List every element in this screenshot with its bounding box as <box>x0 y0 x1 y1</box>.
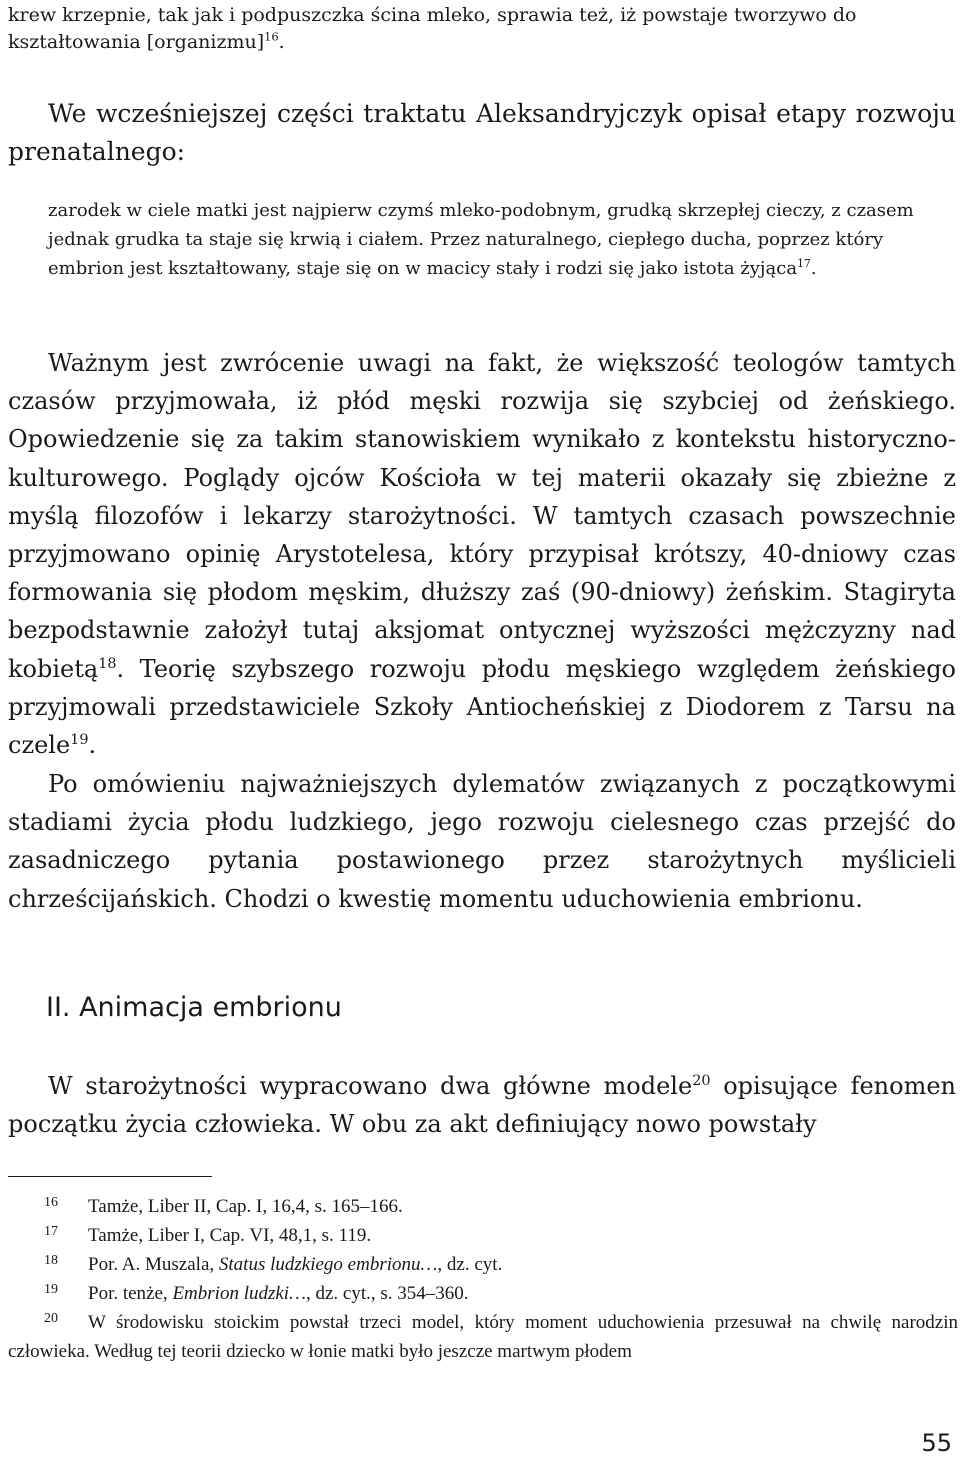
footnote-number: 19 <box>44 1282 58 1297</box>
footnote-ref-20: 20 <box>692 1073 711 1089</box>
footnote-number: 16 <box>44 1195 58 1210</box>
footnote-20 <box>8 1308 958 1366</box>
footnote-number: 20 <box>44 1311 58 1326</box>
footnote-number: 18 <box>44 1253 58 1268</box>
main-paragraph-1 <box>8 344 956 764</box>
footnote-title: Status ludzkiego embrionu… <box>218 1254 438 1275</box>
section-paragraph <box>8 1067 956 1143</box>
footnote-text-post: , dz. cyt. <box>437 1254 503 1275</box>
footnote-text-pre: Por. A. Muszala, <box>88 1254 219 1275</box>
footnote-ref-19: 19 <box>70 732 89 749</box>
footnote-text-pre: Por. tenże, <box>88 1283 173 1304</box>
intro-paragraph: We wcześniejszej części traktatu Aleksandryjczyk opisał etapy rozwoju prenatalnego: <box>8 99 956 166</box>
carryover-paragraph <box>8 2 928 56</box>
section-para-b: opisujące fenomen początku życia człowieka. W obu za akt definiujący nowo powstały <box>8 1072 956 1139</box>
footnote-number: 17 <box>44 1224 58 1239</box>
main-paragraph-2: Po omówieniu najważniejszych dylematów związanych z początkowymi stadiami życia płodu ludzkiego, jego rozwoju cielesnego czas przejść do zasadniczego pytania postawionego przez starożytnych myślicieli chrześcijańskich. Chodzi o kwestię momentu uduchowienia embrionu. <box>8 770 956 913</box>
block-quote <box>48 196 928 283</box>
para1-end: . <box>88 731 97 760</box>
footnote-text: W środowisku stoickim powstał trzeci model, który moment uduchowienia przesuwał na chwilę narodzin człowieka. Według tej teorii dziecko w łonie matki było jeszcze martwym płodem <box>8 1312 958 1362</box>
carryover-end: . <box>278 31 285 53</box>
footnotes <box>8 1192 958 1366</box>
para1-part1: Ważnym jest zwrócenie uwagi na fakt, że większość teologów tamtych czasów przyjmowała, iż płód męski rozwija się szybciej od żeńskiego. Opowiedzenie się za takim stanowiskiem wynikało z kontekstu historyczno-kulturowego. Poglądy ojców Kościoła w tej materii okazały się zbieżne z myślą filozofów i lekarzy starożytności. W tamtych czasach powszechnie przyjmowano opinię Arystotelesa, który przypisał krótszy, 40-dniowy czas formowania się płodom męskim, dłuższy zaś (90-dniowy) żeńskim. Stagiryta bezpodstawnie założył tutaj aksjomat ontycznej wyższości mężczyzny nad kobietą <box>8 349 956 683</box>
footnote-18 <box>8 1250 958 1279</box>
para1-part2: . Teorię szybszego rozwoju płodu męskiego względem żeńskiego przyjmowali przedstawiciele Szkoły Antiocheńskiej z Diodorem z Tarsu na czele <box>8 654 956 760</box>
section-para-a: W starożytności wypracowano dwa główne modele <box>48 1072 693 1100</box>
footnote-text: Tamże, Liber I, Cap. VI, 48,1, s. 119. <box>88 1225 372 1246</box>
page-number: 55 <box>921 1429 952 1457</box>
footnote-title: Embrion ludzki… <box>172 1283 306 1304</box>
footnote-19 <box>8 1279 958 1308</box>
footnote-ref-18: 18 <box>98 655 117 672</box>
footnote-separator <box>8 1176 212 1177</box>
section-heading: II. Animacja embrionu <box>46 992 342 1023</box>
carryover-text: krew krzepnie, tak jak i podpuszczka ścina mleko, sprawia też, iż powstaje tworzywo do kształtowania [organizmu] <box>8 4 857 53</box>
footnote-ref-17: 17 <box>797 257 811 270</box>
footnote-17 <box>8 1221 958 1250</box>
quote-text: zarodek w ciele matki jest najpierw czymś mleko-podobnym, grudką skrzepłej cieczy, z czasem jednak grudka ta staje się krwią i ciałem. Przez naturalnego, ciepłego ducha, poprzez który embrion jest kształtowany, staje się on w macicy stały i rodzi się jako istota żyjąca <box>48 200 914 279</box>
footnote-text: Tamże, Liber II, Cap. I, 16,4, s. 165–166. <box>88 1196 403 1217</box>
footnote-text-post: , dz. cyt., s. 354–360. <box>305 1283 469 1304</box>
footnote-16 <box>8 1192 958 1221</box>
quote-end: . <box>810 258 817 279</box>
footnote-ref-16: 16 <box>264 29 279 44</box>
